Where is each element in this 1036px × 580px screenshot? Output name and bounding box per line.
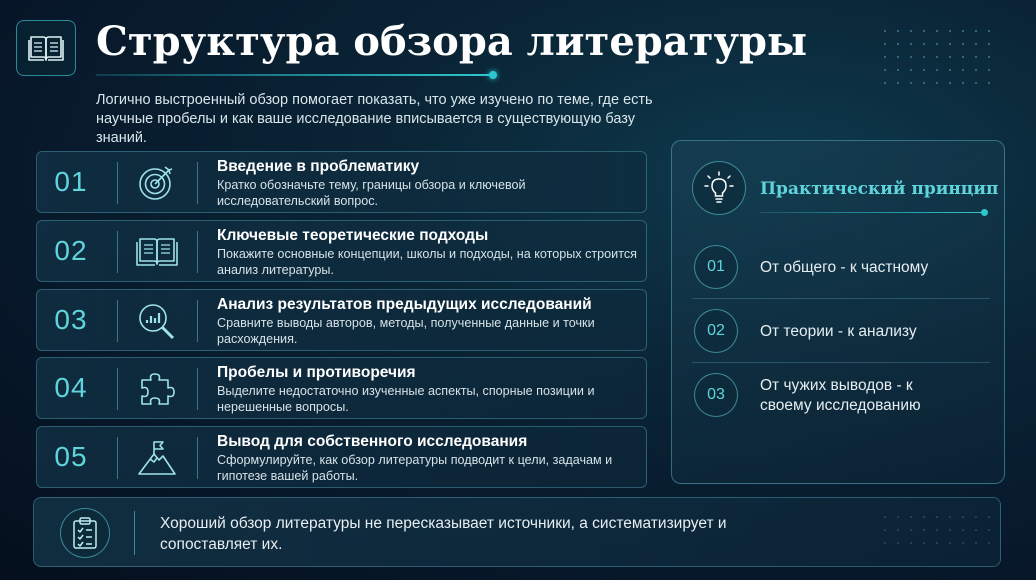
divider [117, 231, 118, 273]
step-row [36, 220, 647, 282]
principle-panel [671, 140, 1005, 484]
divider [197, 300, 198, 342]
step-number: 01 [54, 166, 88, 197]
step-title: Ключевые теоретические подходы [217, 227, 489, 244]
step-description: Сформулируйте, как обзор литературы подводит к цели, задачам и гипотезе вашей работы. [217, 453, 613, 483]
step-number: 05 [54, 441, 88, 472]
principle-underline [760, 212, 984, 213]
principle-divider [692, 362, 990, 363]
page-title: Структура обзора литературы [96, 18, 808, 65]
divider [197, 437, 198, 479]
book-logo [16, 20, 76, 76]
magnifier-chart-icon [133, 302, 181, 340]
step-number: 03 [54, 304, 88, 335]
open-book-icon [133, 233, 181, 271]
divider [197, 162, 198, 204]
step-title: Введение в проблематику [217, 158, 420, 175]
step-title: Анализ результатов предыдущих исследований [217, 296, 592, 313]
divider [117, 162, 118, 204]
divider [134, 511, 135, 555]
principle-divider [692, 298, 990, 299]
footer-text: Хороший обзор литературы не пересказывает источники, а систематизирует и сопоставляет их. [160, 515, 727, 553]
principle-number: 02 [694, 309, 738, 353]
principle-text: От чужих выводов - к своему исследованию [760, 377, 921, 414]
divider [197, 231, 198, 273]
clipboard-checklist-icon [60, 508, 110, 558]
footer-callout [33, 497, 1001, 567]
step-row [36, 151, 647, 213]
principle-title: Практический принцип [760, 179, 999, 199]
step-description: Кратко обозначьте тему, границы обзора и ключевой исследовательский вопрос. [217, 178, 526, 208]
principle-number: 03 [694, 373, 738, 417]
step-number: 04 [54, 372, 88, 403]
title-underline-dot [489, 71, 497, 79]
mountain-flag-icon [133, 439, 181, 477]
step-number: 02 [54, 235, 88, 266]
divider [117, 300, 118, 342]
intro-text: Логично выстроенный обзор помогает показать, что уже изучено по теме, где есть научные пробелы и как ваше исследование вписывается в существующую базу знаний. [96, 92, 653, 146]
principle-underline-dot [981, 209, 988, 216]
principle-text: От теории - к анализу [760, 323, 917, 340]
lightbulb-icon [692, 161, 746, 215]
divider [117, 368, 118, 410]
title-underline [96, 74, 492, 76]
step-row [36, 357, 647, 419]
divider [197, 368, 198, 410]
step-description: Выделите недостаточно изученные аспекты, спорные позиции и нерешенные вопросы. [217, 384, 595, 414]
step-description: Покажите основные концепции, школы и подходы, на которых строится анализ литературы. [217, 247, 637, 277]
principle-text: От общего - к частному [760, 259, 929, 276]
step-row [36, 289, 647, 351]
principle-number: 01 [694, 245, 738, 289]
step-row [36, 426, 647, 488]
step-description: Сравните выводы авторов, методы, полученные данные и точки расхождения. [217, 316, 595, 346]
book-icon [28, 33, 64, 63]
puzzle-icon [133, 370, 181, 408]
step-title: Пробелы и противоречия [217, 364, 416, 381]
target-icon [133, 164, 181, 202]
divider [117, 437, 118, 479]
step-title: Вывод для собственного исследования [217, 433, 528, 450]
